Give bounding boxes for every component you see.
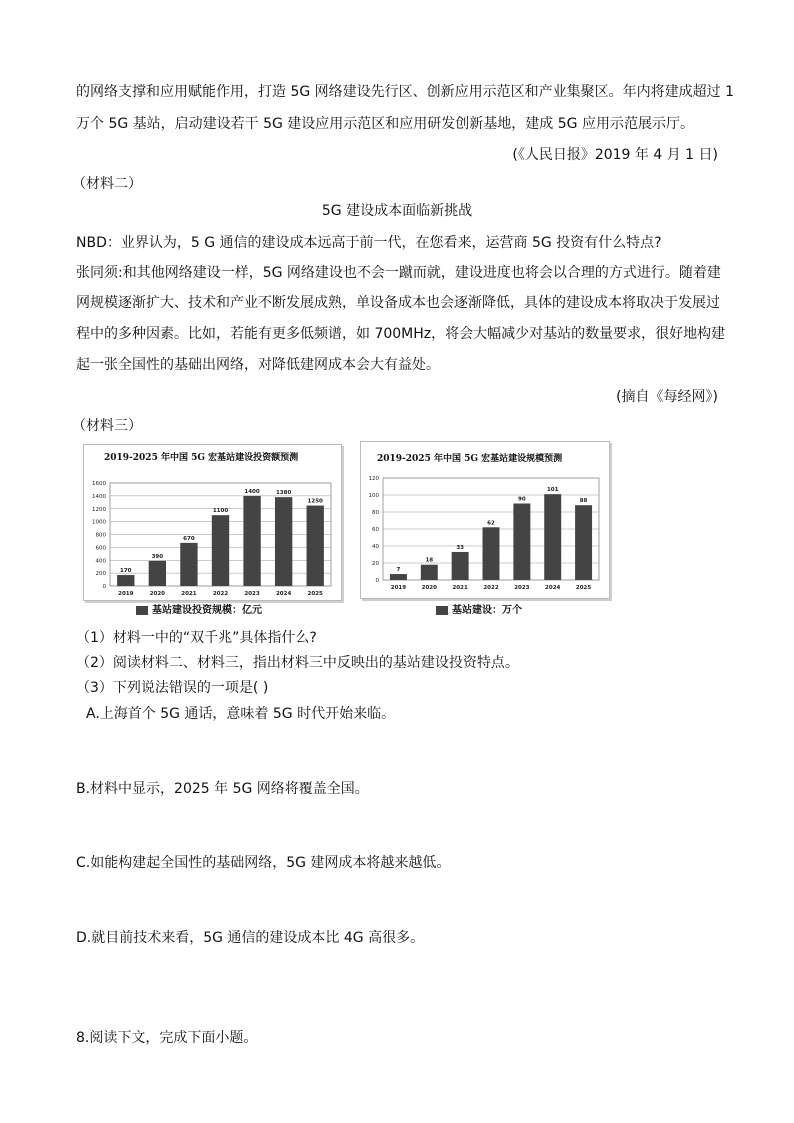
next-question-heading: 8.阅读下文，完成下面小题。 <box>76 1030 258 1046</box>
option-d: D.就目前技术来看，5G 通信的建设成本比 4G 高很多。 <box>76 930 425 946</box>
investment-chart-data-label: 1100 <box>212 508 229 515</box>
material1-source: (《人民日报》2019 年 4 月 1 日) <box>512 147 718 163</box>
investment-chart <box>84 445 341 600</box>
investment-chart-y-tick-label: 1600 <box>92 481 106 487</box>
scale-chart-bar <box>390 574 407 580</box>
material1-line2: 万个 5G 基站，启动建设若干 5G 建设应用示范区和应用研发创新基地，建成 5G 应用示范展示厅。 <box>76 116 694 132</box>
scale-chart-y-tick-label: 60 <box>372 527 379 533</box>
investment-chart-data-label: 390 <box>151 553 164 560</box>
material2-title: 5G 建设成本面临新挑战 <box>321 203 473 219</box>
scale-chart-frame <box>360 441 610 599</box>
scale-chart-x-tick-label: 2021 <box>452 585 468 591</box>
scale-chart-x-tick-label: 2025 <box>575 585 592 591</box>
scale-chart-bar <box>483 527 500 580</box>
investment-chart-x-tick-label: 2021 <box>181 591 197 597</box>
investment-chart-bar <box>149 561 166 586</box>
investment-chart-x-tick-label: 2024 <box>275 591 292 597</box>
investment-chart-x-tick-label: 2023 <box>244 591 260 597</box>
material2-para-line1: 张同须:和其他网络建设一样，5G 网络建设也不会一蹴而就，建设进度也将会以合理的方式进行。随着建 <box>76 265 721 281</box>
scale-chart-data-label: 90 <box>518 496 526 503</box>
investment-chart-x-tick-label: 2025 <box>307 591 323 597</box>
scale-chart-title: 2019-2025 年中国 5G 宏基站建设规模预测 <box>377 454 563 464</box>
investment-chart-bar <box>180 543 197 586</box>
investment-chart-x-tick-label: 2019 <box>118 591 134 597</box>
investment-chart-legend-label: 基站建设投资规模：亿元 <box>152 605 262 616</box>
scale-chart-x-tick-label: 2019 <box>390 585 407 591</box>
scale-chart-y-tick-label: 80 <box>372 510 379 516</box>
scale-chart-y-tick-label: 100 <box>368 493 379 499</box>
investment-chart-x-tick-label: 2022 <box>212 591 229 597</box>
material1-line1: 的网络支撑和应用赋能作用，打造 5G 网络建设先行区、创新应用示范区和产业集聚区。年内将建成超过 1 <box>76 84 735 100</box>
question-3: （3）下列说法错误的一项是( ) <box>76 680 269 696</box>
option-b: B.材料中显示，2025 年 5G 网络将覆盖全国。 <box>76 781 369 797</box>
investment-chart-data-label: 670 <box>183 535 195 542</box>
scale-chart-data-label: 101 <box>546 487 559 494</box>
investment-chart-data-label: 170 <box>120 568 132 575</box>
investment-chart-data-label: 1380 <box>275 490 292 497</box>
option-a: A.上海首个 5G 通话，意味着 5G 时代开始来临。 <box>86 706 396 722</box>
scale-chart-x-tick-label: 2020 <box>421 585 437 591</box>
scale-chart-y-tick-label: 0 <box>375 578 379 584</box>
investment-chart-y-tick-label: 1200 <box>92 506 106 513</box>
question-2: （2）阅读材料二、材料三，指出材料三中反映出的基站建设投资特点。 <box>76 655 519 671</box>
investment-chart-legend <box>136 601 262 616</box>
scale-chart-data-label: 33 <box>456 544 464 551</box>
scale-chart-bar <box>452 552 469 580</box>
scale-chart <box>361 442 609 598</box>
investment-chart-bar <box>307 506 324 586</box>
scale-chart-data-label: 7 <box>396 567 401 574</box>
investment-chart-y-tick-label: 600 <box>95 545 106 552</box>
investment-chart-bar <box>212 515 229 586</box>
material2-question: NBD：业界认为，5 G 通信的建设成本远高于前一代，在您看来，运营商 5G 投资有什么特点? <box>76 235 662 251</box>
investment-chart-y-tick-label: 400 <box>95 558 106 565</box>
investment-chart-y-tick-label: 200 <box>95 571 106 578</box>
investment-chart-y-tick-label: 1400 <box>92 493 106 500</box>
scale-chart-legend <box>436 601 522 616</box>
investment-chart-bar <box>117 575 134 586</box>
investment-chart-frame <box>83 444 342 601</box>
investment-chart-y-tick-label: 1000 <box>92 519 106 526</box>
question-1: （1）材料一中的“双千兆”具体指什么? <box>76 630 317 646</box>
investment-chart-bar <box>275 497 292 586</box>
material2-label: （材料二） <box>72 176 142 192</box>
investment-chart-bar <box>243 496 260 586</box>
scale-chart-data-label: 62 <box>487 520 495 527</box>
option-c: C.如能构建起全国性的基础网络，5G 建网成本将越来越低。 <box>76 855 451 871</box>
material2-para-line4: 起一张全国性的基础出网络，对降低建网成本会大有益处。 <box>76 357 440 373</box>
scale-chart-bar <box>544 494 561 580</box>
scale-chart-bar <box>421 565 438 580</box>
scale-chart-y-tick-label: 120 <box>368 476 379 482</box>
legend-swatch-icon <box>436 606 448 615</box>
investment-chart-data-label: 1400 <box>244 488 260 495</box>
investment-chart-data-label: 1250 <box>307 498 323 505</box>
material2-para-line2: 网规模逐渐扩大、技术和产业不断发展成熟，单设备成本也会逐渐降低，具体的建设成本将取决于发展过 <box>76 295 720 311</box>
scale-chart-bar <box>513 504 530 581</box>
material3-label: （材料三） <box>72 418 142 434</box>
scale-chart-x-tick-label: 2022 <box>483 585 499 591</box>
investment-chart-x-tick-label: 2020 <box>149 591 166 597</box>
investment-chart-title: 2019-2025 年中国 5G 宏基站建设投资额预测 <box>104 453 299 463</box>
material2-source: (摘自《每经网》) <box>616 389 718 405</box>
scale-chart-y-tick-label: 20 <box>372 561 379 567</box>
scale-chart-x-tick-label: 2023 <box>514 585 530 591</box>
material2-para-line3: 程中的多种因素。比如，若能有更多低频谱，如 700MHz，将会大幅减少对基站的数量要求，很好地构建 <box>76 326 726 342</box>
scale-chart-y-tick-label: 40 <box>372 544 379 550</box>
investment-chart-y-tick-label: 800 <box>95 532 106 539</box>
scale-chart-bar <box>575 505 592 580</box>
scale-chart-legend-label: 基站建设：万个 <box>452 605 522 616</box>
scale-chart-data-label: 88 <box>579 498 588 505</box>
legend-swatch-icon <box>136 606 148 615</box>
scale-chart-data-label: 18 <box>425 557 434 564</box>
investment-chart-y-tick-label: 0 <box>102 584 106 590</box>
scale-chart-x-tick-label: 2024 <box>545 585 561 591</box>
